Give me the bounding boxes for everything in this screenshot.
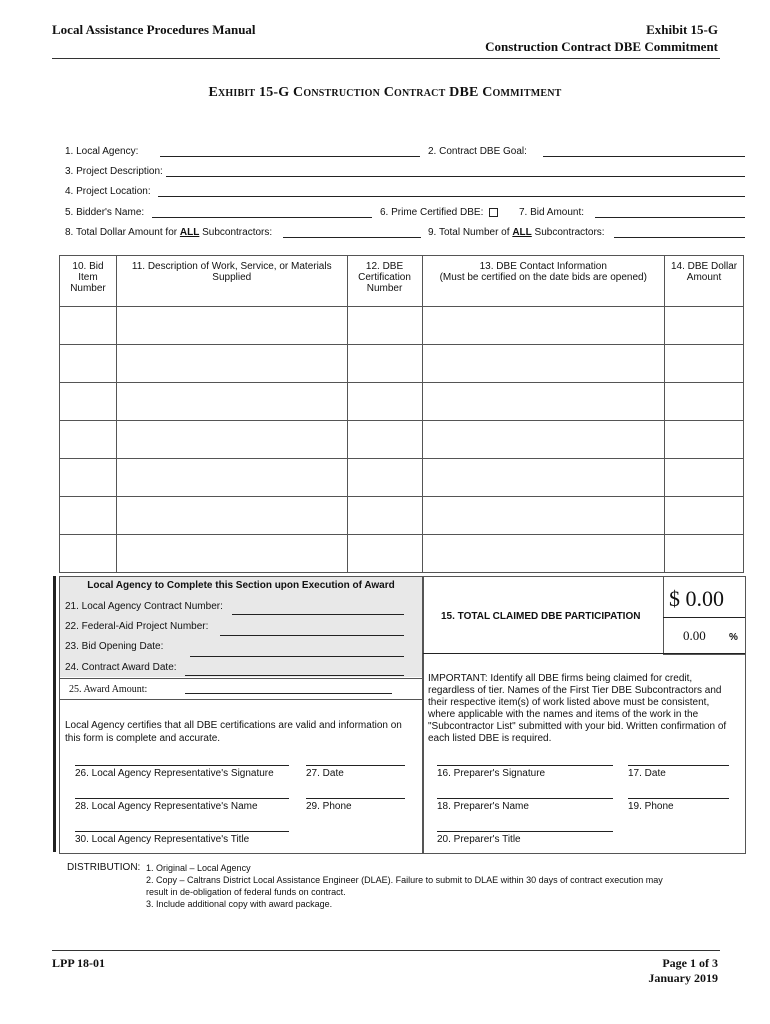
page-number: Page 1 of 3 [662,956,718,970]
preparer-phone-label: 19. Phone [628,801,674,812]
form-number: LPP 18-01 [52,956,105,970]
total-claimed-label: 15. TOTAL CLAIMED DBE PARTICIPATION [441,611,641,622]
distribution-item-3: 3. Include additional copy with award package. [146,899,333,909]
preparer-title-label: 20. Preparer's Title [437,834,521,845]
preparer-date-label: 17. Date [628,768,666,779]
exhibit-number: Exhibit 15-G [646,22,718,37]
rep-signature-label: 26. Local Agency Representative's Signature [75,768,274,779]
federal-aid-field[interactable] [220,635,404,636]
col-certification-header: 12. DBE Certification Number [347,256,422,307]
bid-opening-field[interactable] [190,656,404,657]
col-bid-item-header: 10. Bid Item Number [60,256,117,307]
award-date-field[interactable] [185,675,404,676]
bidders-name-field[interactable] [152,217,372,218]
left-margin-bar [53,576,56,852]
project-description-field[interactable] [166,176,745,177]
footer-rule [52,950,720,951]
revision-date: January 2019 [648,971,718,985]
award-amount-field[interactable] [185,693,392,694]
manual-title: Local Assistance Procedures Manual [52,22,256,37]
header-rule [52,58,720,59]
total-claimed-amount: $ 0.00 [669,586,724,611]
col-description-header: 11. Description of Work, Service, or Materials Supplied [116,256,347,307]
bid-amount-label: 7. Bid Amount: [519,207,585,218]
percent-sign: % [729,632,738,643]
table-row [60,421,744,459]
total-number-label: 9. Total Number of ALL Subcontractors: [428,227,605,238]
preparer-signature-field[interactable] [437,765,613,766]
prime-certified-checkbox[interactable] [489,208,498,217]
project-location-label: 4. Project Location: [65,186,151,197]
certification-statement: Local Agency certifies that all DBE certifications are valid and information on this form is complete and accurate. [65,720,402,744]
distribution-label: DISTRIBUTION: [67,862,141,873]
distribution-item-2: 2. Copy – Caltrans District Local Assistance Engineer (DLAE). Failure to submit to DLAE within 30 days of contract execution may result in de-obligation of federal funds on contract. [146,875,663,897]
table-row [60,535,744,573]
prime-certified-label: 6. Prime Certified DBE: [380,207,484,218]
table-row [60,307,744,345]
total-claimed-percent: 0.00 [683,628,706,643]
preparer-name-label: 18. Preparer's Name [437,801,529,812]
distribution-list [146,862,686,910]
all-emphasis: ALL [179,227,200,238]
project-description-label: 3. Project Description: [65,166,163,177]
total-number-field[interactable] [614,237,745,238]
bid-opening-label: 23. Bid Opening Date: [65,641,164,652]
preparer-title-field[interactable] [437,831,613,832]
rep-phone-label: 29. Phone [306,801,352,812]
dbe-items-table [59,255,744,573]
federal-aid-label: 22. Federal-Aid Project Number: [65,621,209,632]
local-agency-label: 1. Local Agency: [65,146,139,157]
local-agency-section-heading: Local Agency to Complete this Section upon Execution of Award [87,580,395,591]
contract-goal-label: 2. Contract DBE Goal: [428,146,527,157]
rep-date-label: 27. Date [306,768,344,779]
preparer-date-field[interactable] [628,765,729,766]
table-header-row [60,256,744,307]
local-agency-field[interactable] [160,156,420,157]
col-contact-header: 13. DBE Contact Information (Must be certified on the date bids are opened) [422,256,665,307]
bidders-name-label: 5. Bidder's Name: [65,207,145,218]
project-location-field[interactable] [158,196,745,197]
preparer-phone-field[interactable] [628,798,729,799]
rep-phone-field[interactable] [306,798,405,799]
total-dollar-label: 8. Total Dollar Amount for ALL Subcontractors: [65,227,273,238]
col-dollar-header: 14. DBE Dollar Amount [665,256,744,307]
rep-name-field[interactable] [75,798,289,799]
table-row [60,459,744,497]
important-divider [423,653,745,654]
table-row [60,383,744,421]
contract-number-label: 21. Local Agency Contract Number: [65,601,223,612]
award-date-label: 24. Contract Award Date: [65,662,177,673]
total-dollar-field[interactable] [283,237,421,238]
bid-amount-field[interactable] [595,217,745,218]
preparer-signature-label: 16. Preparer's Signature [437,768,546,779]
total-claimed-divider [663,617,745,618]
exhibit-name: Construction Contract DBE Commitment [485,39,718,54]
all-emphasis-2: ALL [512,227,532,238]
rep-title-field[interactable] [75,831,289,832]
rep-name-label: 28. Local Agency Representative's Name [75,801,258,812]
distribution-item-1: 1. Original – Local Agency [146,863,251,873]
award-amount-label: 25. Award Amount: [69,684,148,695]
contract-goal-field[interactable] [543,156,745,157]
rep-date-field[interactable] [306,765,405,766]
important-notice: IMPORTANT: Identify all DBE firms being claimed for credit, regardless of tier. Names of the First Tier DBE Subcontractors and their respective item(s) of work listed above must be consistent, where applicable with the names and items of the work in the "Subcontractor List" submitted with your bid. Written confirmation of each listed DBE is required. [428,673,727,744]
preparer-name-field[interactable] [437,798,613,799]
page-title: Exhibit 15-G Construction Contract DBE Commitment [208,85,562,100]
table-row [60,497,744,535]
rep-title-label: 30. Local Agency Representative's Title [75,834,250,845]
rep-signature-field[interactable] [75,765,289,766]
table-row [60,345,744,383]
contract-number-field[interactable] [232,614,404,615]
